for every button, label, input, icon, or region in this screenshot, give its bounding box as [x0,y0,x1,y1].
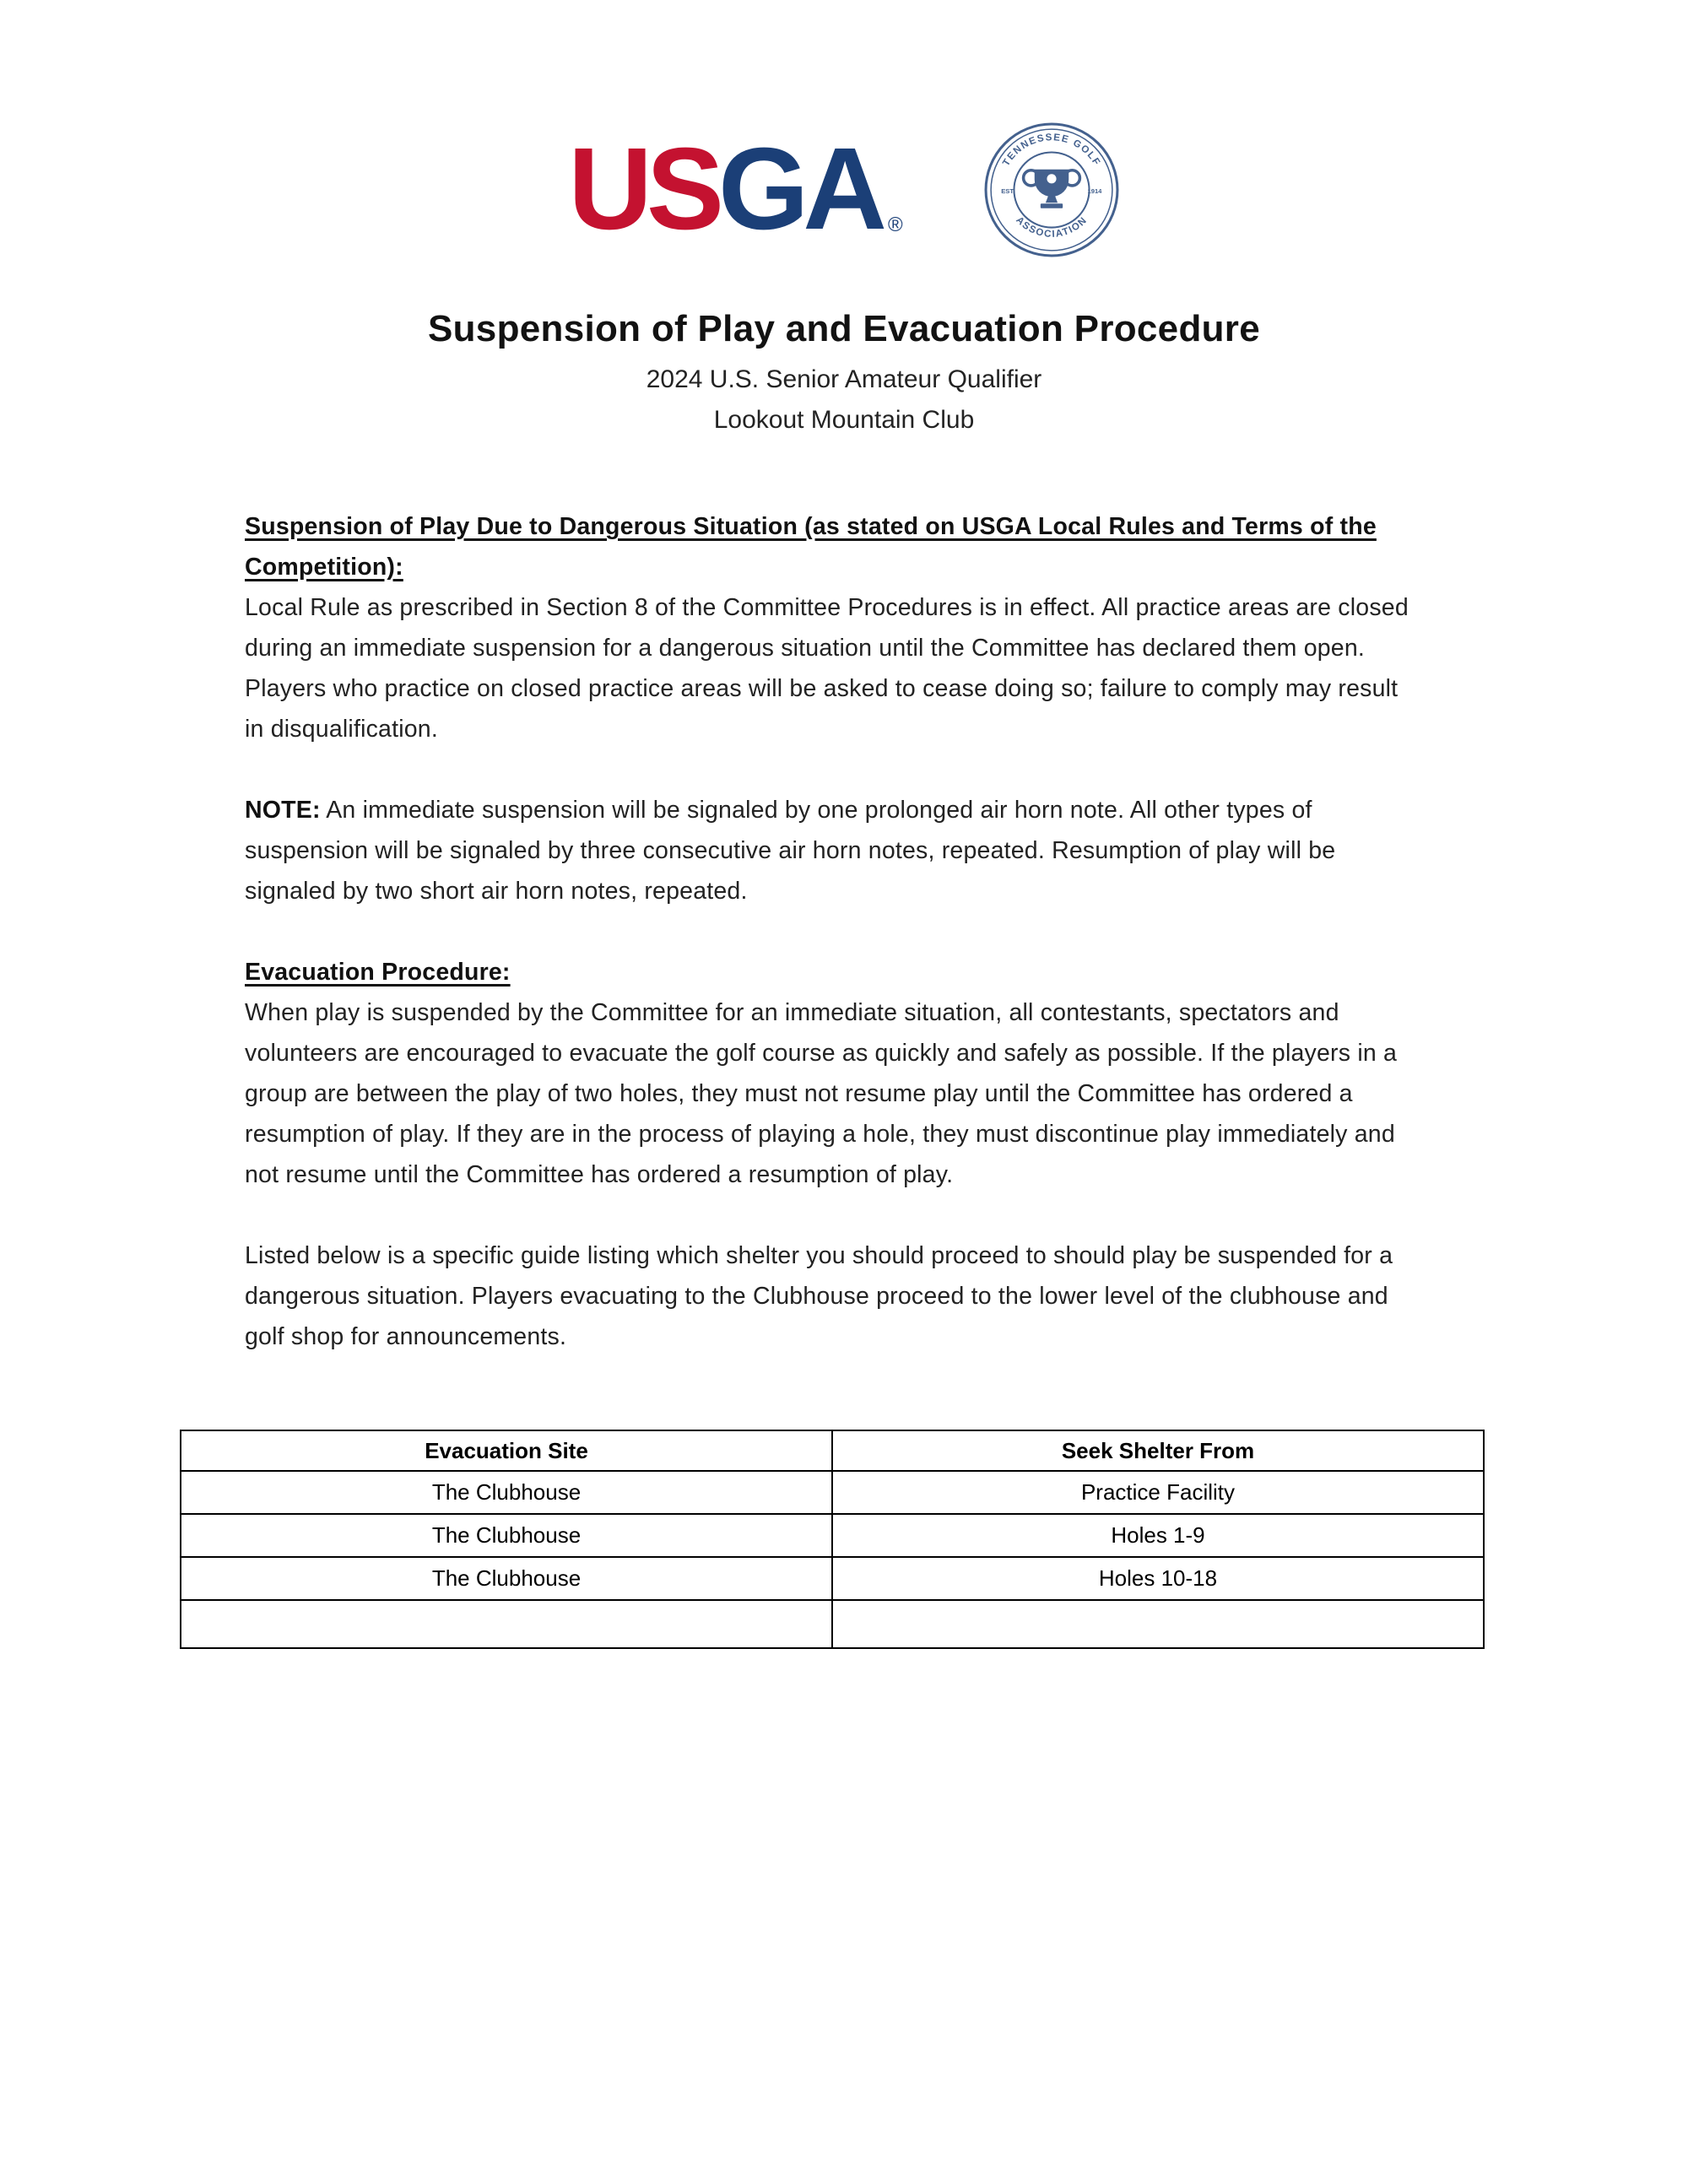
evacuation-section [245,952,1422,1195]
suspension-heading: Suspension of Play Due to Dangerous Situation (as stated on USGA Local Rules and Terms of the Competition): [245,513,1377,581]
table-row [181,1471,1484,1514]
note-paragraph [245,790,1422,911]
usga-logo-ga: GA [718,124,882,255]
note-text: An immediate suspension will be signaled by one prolonged air horn note. All other types of suspension will be signaled by three consecutive air horn notes, repeated. Resumption of play will be signaled by two short air horn notes, repeated. [245,797,1336,905]
seek-shelter-cell [832,1600,1484,1648]
seek-shelter-cell: Holes 1-9 [832,1514,1484,1557]
table-row [181,1557,1484,1600]
seal-est-text: EST. [1000,187,1014,196]
tennessee-golf-association-seal-icon [983,122,1120,258]
table-header-seek-shelter-from: Seek Shelter From [832,1430,1484,1471]
table-header-row [181,1430,1484,1471]
subtitle-event: 2024 U.S. Senior Amateur Qualifier [646,365,1042,393]
seek-shelter-cell: Holes 10-18 [832,1557,1484,1600]
usga-logo [568,124,903,255]
seek-shelter-cell: Practice Facility [832,1471,1484,1514]
seal-year-text: 1914 [1087,187,1102,196]
table-row [181,1514,1484,1557]
evacuation-site-cell [181,1600,832,1648]
page-title: Suspension of Play and Evacuation Procedure [427,308,1261,349]
registered-trademark-icon: ® [888,214,903,237]
subtitle-venue: Lookout Mountain Club [713,406,975,434]
evacuation-paragraph: When play is suspended by the Committee for an immediate situation, all contestants, spectators and volunteers are encouraged to evacuate the golf course as quickly and safely as possible. If the players in a group are between the play of two holes, they must not resume play until the Committee has ordered a resumption of play. If they are in the process of playing a hole, they must discontinue play immediately and not resume until the Committee has ordered a resumption of play. [245,999,1398,1188]
evacuation-site-cell: The Clubhouse [181,1557,832,1600]
suspension-section [245,506,1422,749]
table-header-evacuation-site: Evacuation Site [181,1430,832,1471]
seal-arc-bottom-text: ASSOCIATION [1013,214,1090,241]
table-row-empty [181,1600,1484,1648]
note-label: NOTE: [245,797,321,824]
evacuation-site-cell: The Clubhouse [181,1514,832,1557]
seal-arc-top-text: TENNESSEE GOLF [1000,132,1103,169]
header-logos [0,0,1688,257]
shelter-guide-paragraph: Listed below is a specific guide listing which shelter you should proceed to should play be suspended for a dangerous situation. Players evacuating to the Clubhouse proceed to the lower level of the clubhouse and golf shop for announcements. [245,1242,1393,1350]
evacuation-heading: Evacuation Procedure: [245,959,511,986]
usga-logo-us: US [568,124,719,255]
evacuation-table [180,1430,1485,1649]
evacuation-site-cell: The Clubhouse [181,1471,832,1514]
suspension-paragraph: Local Rule as prescribed in Section 8 of the Committee Procedures is in effect. All practice areas are closed during an immediate suspension for a dangerous situation until the Committee has declared them open. Players who practice on closed practice areas will be asked to cease doing so; failure to comply may result in disqualification. [245,594,1409,743]
document-body [245,506,1422,1357]
